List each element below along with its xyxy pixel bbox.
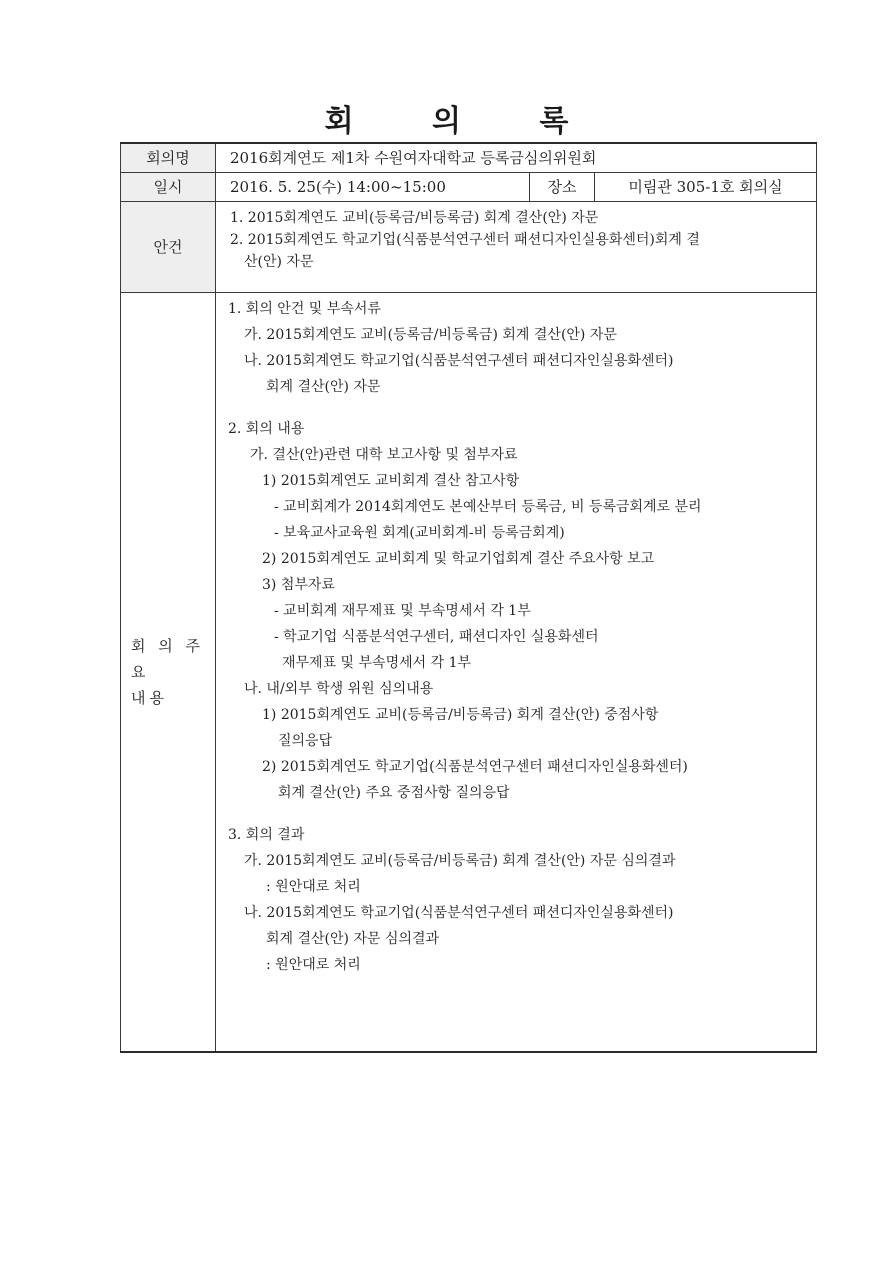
content-line: 회계 결산(안) 자문 심의결과 xyxy=(266,930,440,947)
content-label xyxy=(121,292,216,1052)
content-line: : 원안대로 처리 xyxy=(266,878,361,895)
agenda-line: 산(안) 자문 xyxy=(244,253,314,270)
agenda-line: 1. 2015회계연도 교비(등록금/비등록금) 회계 결산(안) 자문 xyxy=(230,209,599,226)
content-body xyxy=(216,292,817,1052)
content-line: 2) 2015회계연도 교비회계 및 학교기업회계 결산 주요사항 보고 xyxy=(262,550,655,567)
content-line: - 보육교사교육원 회계(교비회계-비 등록금회계) xyxy=(274,524,565,541)
meeting-place-label: 장소 xyxy=(530,172,595,201)
content-line: - 교비회계가 2014회계연도 본예산부터 등록금, 비 등록금회계로 분리 xyxy=(274,498,702,515)
content-line: 1) 2015회계연도 교비회계 결산 참고사항 xyxy=(262,472,520,489)
meeting-name-row xyxy=(121,143,817,172)
minutes-table xyxy=(120,142,817,1053)
meeting-name-label: 회의명 xyxy=(121,143,216,172)
content-line: 질의응답 xyxy=(278,732,333,749)
content-line: 3) 첨부자료 xyxy=(262,576,335,593)
content-line: 2) 2015회계연도 학교기업(식품분석연구센터 패션디자인실용화센터) xyxy=(262,758,688,775)
agenda-row xyxy=(121,201,817,292)
content-line: 나. 2015회계연도 학교기업(식품분석연구센터 패션디자인실용화센터) xyxy=(244,352,674,369)
content-line: 가. 결산(안)관련 대학 보고사항 및 첨부자료 xyxy=(250,446,518,463)
content-line: 1) 2015회계연도 교비(등록금/비등록금) 회계 결산(안) 중점사항 xyxy=(262,706,659,723)
content-line: 나. 내/외부 학생 위원 심의내용 xyxy=(244,680,434,697)
content-line: - 학교기업 식품분석연구센터, 패션디자인 실용화센터 xyxy=(274,628,599,645)
content-label-line: 내용 xyxy=(131,688,168,707)
section-heading: 2. 회의 내용 xyxy=(228,420,305,437)
meeting-date-value: 2016. 5. 25(수) 14:00~15:00 xyxy=(216,172,530,201)
content-line: 가. 2015회계연도 교비(등록금/비등록금) 회계 결산(안) 자문 xyxy=(244,326,617,343)
content-label-line: 회 의 주 요 xyxy=(131,636,205,681)
content-line: 가. 2015회계연도 교비(등록금/비등록금) 회계 결산(안) 자문 심의결과 xyxy=(244,852,676,869)
agenda-content xyxy=(216,201,817,292)
meeting-date-label: 일시 xyxy=(121,172,216,201)
content-line: 나. 2015회계연도 학교기업(식품분석연구센터 패션디자인실용화센터) xyxy=(244,904,674,921)
content-line: 회계 결산(안) 주요 중점사항 질의응답 xyxy=(278,784,510,801)
content-row xyxy=(121,292,817,1052)
content-line: - 교비회계 재무제표 및 부속명세서 각 1부 xyxy=(274,602,531,619)
meeting-place-value: 미림관 305-1호 회의실 xyxy=(595,172,817,201)
content-line: 회계 결산(안) 자문 xyxy=(266,378,381,395)
meeting-name-value: 2016회계연도 제1차 수원여자대학교 등록금심의위원회 xyxy=(216,143,817,172)
section-heading: 3. 회의 결과 xyxy=(228,826,305,843)
content-line: 재무제표 및 부속명세서 각 1부 xyxy=(282,654,471,671)
section-heading: 1. 회의 안건 및 부속서류 xyxy=(228,300,381,317)
document-title: 회 의 록 xyxy=(324,104,603,139)
meeting-date-row xyxy=(121,172,817,201)
agenda-line: 2. 2015회계연도 학교기업(식품분석연구센터 패션디자인실용화센터)회계 결 xyxy=(230,231,700,248)
agenda-label: 안건 xyxy=(121,201,216,292)
content-line: : 원안대로 처리 xyxy=(266,956,361,973)
